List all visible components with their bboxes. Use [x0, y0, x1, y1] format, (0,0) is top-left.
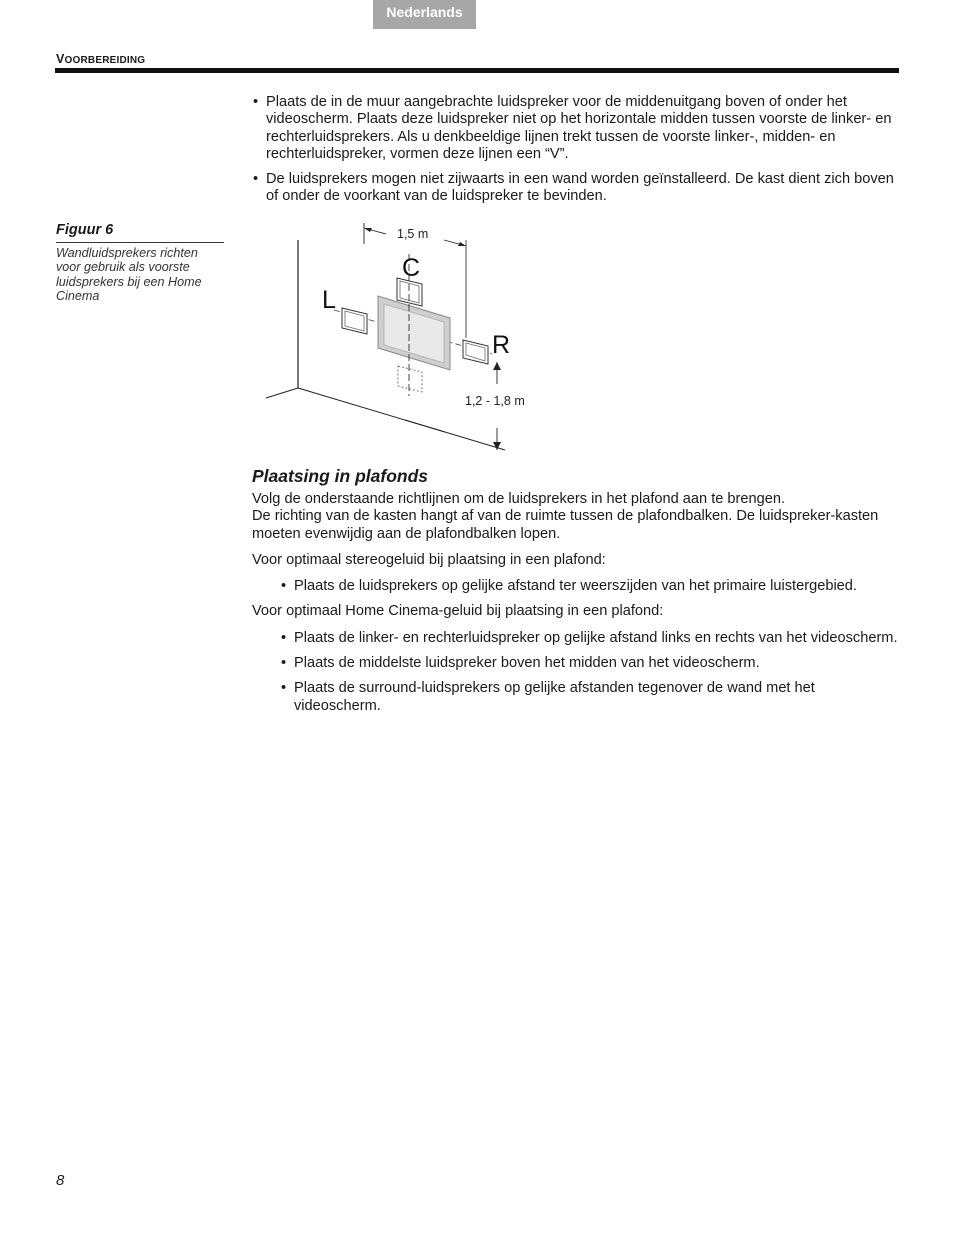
width-dim-label: 1,5 m — [397, 227, 429, 241]
list-item: • De luidsprekers mogen niet zijwaarts in een wand worden geïnstalleerd. De kast dient zich boven of onder de voorkant van de luidspreker te bevinden. — [252, 171, 900, 206]
ceiling-paragraph-line2: De richting van de kasten hangt af van de ruimte tussen de plafondbalken. De luidspreker-kasten moeten evenwijdig aan de plafondbalken lopen. — [252, 508, 879, 542]
speaker-placement-diagram — [260, 218, 550, 458]
page-number: 8 — [56, 1172, 65, 1189]
list-item: • Plaats de luidsprekers op gelijke afstand ter weerszijden van het primaire luistergebied. — [280, 578, 900, 595]
height-dim-label: 1,2 - 1,8 m — [465, 394, 525, 408]
figure-description: Wandluidsprekers richten voor gebruik als voorste luidsprekers bij een Home Cinema — [56, 246, 202, 303]
width-dim-arrowhead-right — [458, 242, 466, 246]
center-speaker — [397, 278, 422, 306]
floor-left-line — [266, 388, 298, 398]
intro-content — [252, 94, 900, 214]
section-header-initial: V — [56, 52, 65, 66]
label-right: R — [492, 331, 511, 359]
section-header-rest: OORBEREIDING — [64, 55, 146, 66]
stereo-bullet-list — [252, 578, 900, 595]
section-heading-ceiling: Plaatsing in plafonds — [252, 466, 428, 486]
list-item: • Plaats de middelste luidspreker boven het midden van het videoscherm. — [280, 655, 900, 672]
stereo-intro: Voor optimaal stereogeluid bij plaatsing in een plafond: — [252, 551, 606, 568]
label-center: C — [402, 254, 421, 282]
cinema-intro: Voor optimaal Home Cinema-geluid bij plaatsing in een plafond: — [252, 603, 664, 620]
cinema-bullet-list — [252, 630, 900, 715]
header-rule — [55, 68, 899, 73]
list-item: • Plaats de surround-luidsprekers op gelijke afstanden tegenover de wand met het videoscherm. — [280, 680, 900, 715]
ceiling-paragraph — [252, 491, 900, 543]
ceiling-paragraph-line1: Volg de onderstaande richtlijnen om de luidsprekers in het plafond aan te brengen. — [252, 491, 786, 507]
intro-bullet-list — [252, 94, 900, 206]
label-left: L — [322, 286, 336, 314]
width-dim-arrowhead-left — [364, 228, 372, 232]
ceiling-content — [252, 491, 900, 723]
tv-screen-inner — [384, 304, 444, 363]
language-tab: Nederlands — [373, 0, 476, 29]
floor-shadow-line — [405, 420, 445, 432]
figure-title: Figuur 6 — [56, 222, 224, 243]
section-header — [56, 52, 145, 66]
alt-center-speaker — [398, 366, 422, 392]
list-item: • Plaats de linker- en rechterluidspreker op gelijke afstand links en rechts van het videoscherm. — [280, 630, 900, 647]
list-item: • Plaats de in de muur aangebrachte luidspreker voor de middenuitgang boven of onder het videoscherm. Plaats deze luidspreker niet op het horizontale midden tussen voorste de linker- en rechterluidsprekers. Als u denkbeeldige lijnen trekt tussen de voorste linker-, midden- en rechterluidspreker, vormen deze lijnen een “V”. — [252, 94, 900, 163]
left-speaker — [342, 308, 367, 334]
height-dim-upper-arrowhead — [493, 362, 501, 370]
figure-caption — [56, 222, 224, 303]
